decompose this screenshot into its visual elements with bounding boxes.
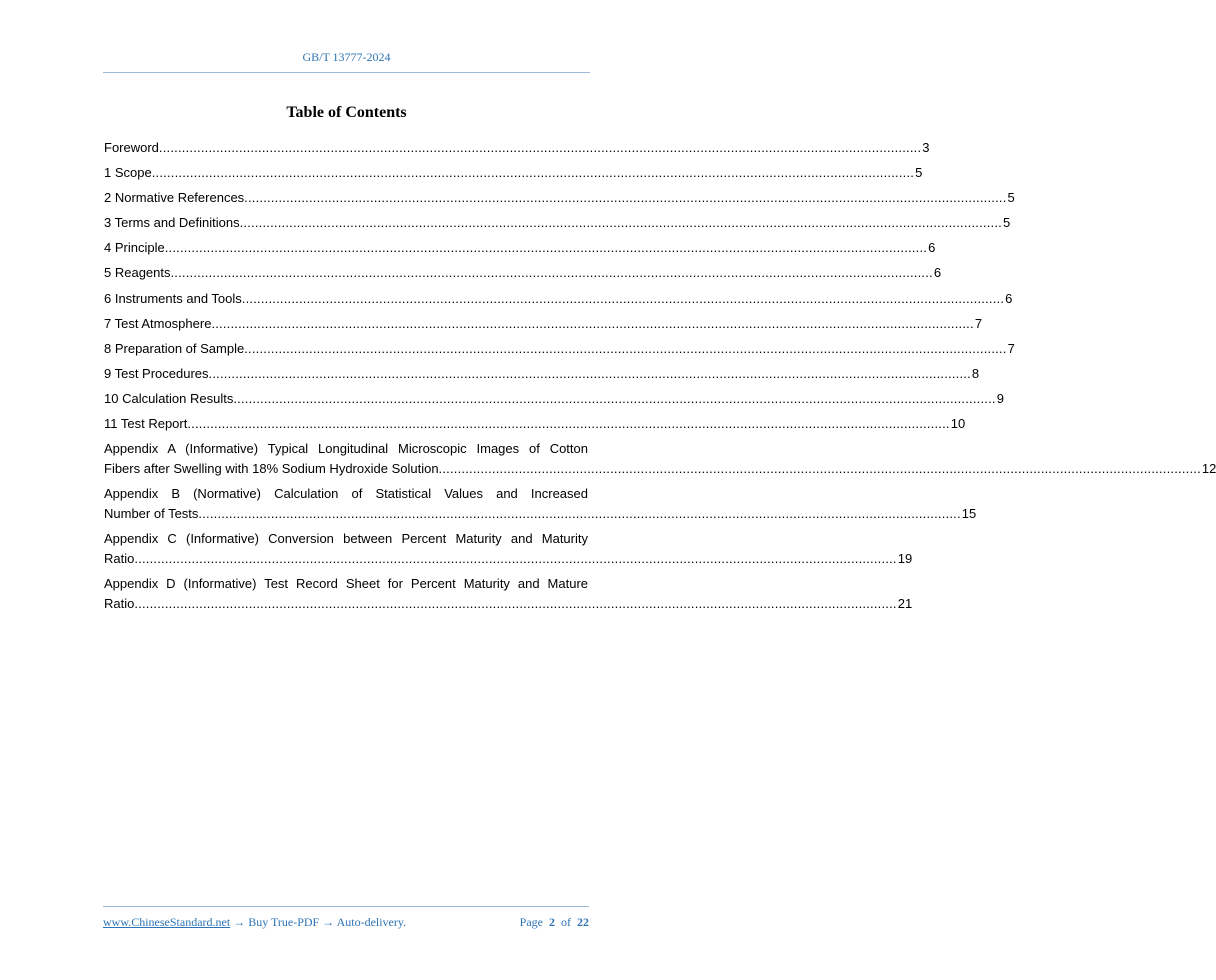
footer-promo: www.ChineseStandard.net → Buy True-PDF → Auto-delivery. xyxy=(103,915,407,929)
toc-page-number: 7 xyxy=(1007,340,1015,356)
leader-dots: ........................................................................................................................................................................................................ xyxy=(239,215,1002,231)
toc-page-number: 15 xyxy=(961,506,977,522)
toc-page-number: 6 xyxy=(928,240,936,256)
toc-entry-test-procedures[interactable]: 9 Test Procedures ........................................................................................................................................................................................................ 8 xyxy=(104,364,588,384)
leader-dots: ........................................................................................................................................................................................................ xyxy=(211,315,974,331)
page-header xyxy=(103,50,590,73)
toc-entry-instruments-and-tools[interactable]: 6 Instruments and Tools ........................................................................................................................................................................................................ 6 xyxy=(104,289,588,309)
toc-entry-scope[interactable]: 1 Scope ........................................................................................................................................................................................................ 5 xyxy=(104,163,588,183)
toc-page-number: 7 xyxy=(974,315,983,331)
table-of-contents xyxy=(104,138,1216,620)
leader-dots: ........................................................................................................................................................................................................ xyxy=(438,461,1201,477)
toc-entry-calculation-results[interactable]: 10 Calculation Results ........................................................................................................................................................................................................ 9 xyxy=(104,389,588,409)
leader-dots: ........................................................................................................................................................................................................ xyxy=(164,240,928,256)
leader-dots: ........................................................................................................................................................................................................ xyxy=(233,390,996,406)
toc-entry-test-atmosphere[interactable]: 7 Test Atmosphere ........................................................................................................................................................................................................ 7 xyxy=(104,314,588,334)
leader-dots: ........................................................................................................................................................................................................ xyxy=(244,190,1007,206)
standard-code: GB/T 13777-2024 xyxy=(302,50,391,64)
toc-page-number: 5 xyxy=(915,165,923,181)
toc-entry-principle[interactable]: 4 Principle ........................................................................................................................................................................................................ 6 xyxy=(104,238,588,258)
toc-page-number: 6 xyxy=(933,265,942,281)
toc-page-number: 21 xyxy=(897,596,913,612)
toc-page-number: 5 xyxy=(1002,215,1011,231)
leader-dots: ........................................................................................................................................................................................................ xyxy=(241,290,1005,306)
leader-dots: ........................................................................................................................................................................................................ xyxy=(170,265,933,281)
toc-entry-reagents[interactable]: 5 Reagents ........................................................................................................................................................................................................ 6 xyxy=(104,263,588,283)
toc-entry-terms-and-definitions[interactable]: 3 Terms and Definitions ........................................................................................................................................................................................................ 5 xyxy=(104,213,588,233)
toc-entry-test-report[interactable]: 11 Test Report ........................................................................................................................................................................................................ 10 xyxy=(104,414,588,434)
website-link[interactable]: www.ChineseStandard.net xyxy=(103,915,231,929)
page-indicator: Page 2 of 22 xyxy=(519,915,589,929)
toc-page-number: 8 xyxy=(971,365,980,381)
toc-entry-appendix-c[interactable]: Appendix C (Informative) Conversion between Percent Maturity and Maturity Ratio ........................................................................................................................................................................................................ 19 xyxy=(104,529,588,569)
toc-page-number: 19 xyxy=(897,551,913,567)
toc-entry-foreword[interactable]: Foreword ........................................................................................................................................................................................................ 3 xyxy=(104,138,588,158)
leader-dots: ........................................................................................................................................................................................................ xyxy=(158,140,922,155)
current-page: 2 xyxy=(549,915,555,929)
toc-page-number: 10 xyxy=(950,416,966,432)
toc-page-number: 9 xyxy=(996,390,1004,406)
toc-page-number: 3 xyxy=(922,140,930,155)
leader-dots: ........................................................................................................................................................................................................ xyxy=(187,416,950,432)
leader-dots: ........................................................................................................................................................................................................ xyxy=(208,365,971,381)
toc-page-number: 12 xyxy=(1201,461,1216,477)
toc-entry-preparation-of-sample[interactable]: 8 Preparation of Sample ........................................................................................................................................................................................................ 7 xyxy=(104,339,588,359)
page-title: Table of Contents xyxy=(286,104,407,121)
toc-entry-normative-references[interactable]: 2 Normative References ........................................................................................................................................................................................................ 5 xyxy=(104,188,588,208)
toc-entry-appendix-b[interactable]: Appendix B (Normative) Calculation of Statistical Values and Increased Number of Tests ........................................................................................................................................................................................................ 15 xyxy=(104,484,588,524)
toc-entry-appendix-a[interactable]: Appendix A (Informative) Typical Longitudinal Microscopic Images of Cotton Fibers after Swelling with 18% Sodium Hydroxide Solution ........................................................................................................................................................................................................ 12 xyxy=(104,439,588,479)
total-pages: 22 xyxy=(577,915,589,929)
leader-dots: ........................................................................................................................................................................................................ xyxy=(134,596,897,612)
toc-page-number: 6 xyxy=(1005,290,1013,306)
leader-dots: ........................................................................................................................................................................................................ xyxy=(198,506,961,522)
toc-entry-appendix-d[interactable]: Appendix D (Informative) Test Record Sheet for Percent Maturity and Mature Ratio ........................................................................................................................................................................................................ 21 xyxy=(104,574,588,614)
leader-dots: ........................................................................................................................................................................................................ xyxy=(134,551,897,567)
leader-dots: ........................................................................................................................................................................................................ xyxy=(244,340,1007,356)
toc-page-number: 5 xyxy=(1007,190,1015,206)
page-footer xyxy=(103,906,589,930)
leader-dots: ........................................................................................................................................................................................................ xyxy=(151,165,915,181)
